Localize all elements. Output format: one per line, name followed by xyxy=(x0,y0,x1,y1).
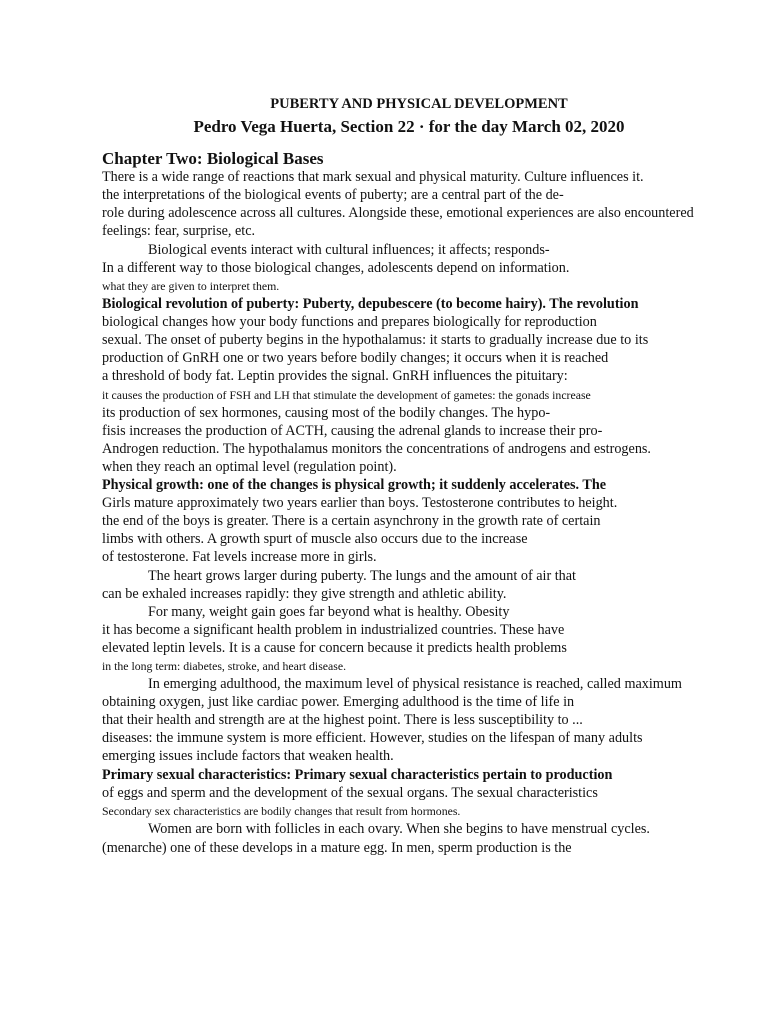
text-line: fisis increases the production of ACTH, causing the adrenal glands to increase their pro- xyxy=(102,423,603,439)
text-line: Androgen reduction. The hypothalamus monitors the concentrations of androgens and estrogens. xyxy=(102,441,651,457)
text-line: obtaining oxygen, just like cardiac power. Emerging adulthood is the time of life in xyxy=(102,694,575,710)
text-line: Women are born with follicles in each ovary. When she begins to have menstrual cycles. xyxy=(148,821,650,837)
text-line: can be exhaled increases rapidly: they give strength and athletic ability. xyxy=(102,586,507,602)
document-title: PUBERTY AND PHYSICAL DEVELOPMENT xyxy=(270,96,568,112)
text-line: feelings: fear, surprise, etc. xyxy=(102,223,256,239)
section-heading: Primary sexual characteristics: Primary sexual characteristics pertain to production xyxy=(102,767,613,783)
text-line: sexual. The onset of puberty begins in the hypothalamus: it starts to gradually increase due to its xyxy=(102,332,649,348)
text-line: the interpretations of the biological events of puberty; are a central part of the de- xyxy=(102,187,564,203)
text-line: Secondary sex characteristics are bodily changes that result from hormones. xyxy=(102,804,461,818)
text-line: when they reach an optimal level (regulation point). xyxy=(102,459,397,475)
text-line: the end of the boys is greater. There is a certain asynchrony in the growth rate of certain xyxy=(102,513,601,529)
text-line: In emerging adulthood, the maximum level of physical resistance is reached, called maximum xyxy=(148,676,682,692)
text-line: its production of sex hormones, causing most of the bodily changes. The hypo- xyxy=(102,405,551,421)
text-line: elevated leptin levels. It is a cause for concern because it predicts health problems xyxy=(102,640,567,656)
text-line: There is a wide range of reactions that mark sexual and physical maturity. Culture influences it. xyxy=(102,169,644,185)
text-line: The heart grows larger during puberty. The lungs and the amount of air that xyxy=(148,568,576,584)
section-heading: Physical growth: one of the changes is physical growth; it suddenly accelerates. The xyxy=(102,477,607,493)
text-line: For many, weight gain goes far beyond what is healthy. Obesity xyxy=(148,604,510,620)
chapter-heading: Chapter Two: Biological Bases xyxy=(102,149,324,168)
text-line: production of GnRH one or two years before bodily changes; it occurs when it is reached xyxy=(102,350,609,366)
text-line: role during adolescence across all cultures. Alongside these, emotional experiences are also encountered xyxy=(102,205,694,221)
text-line: diseases: the immune system is more efficient. However, studies on the lifespan of many adults xyxy=(102,730,643,746)
text-line: limbs with others. A growth spurt of muscle also occurs due to the increase xyxy=(102,531,528,547)
text-line: biological changes how your body functions and prepares biologically for reproduction xyxy=(102,314,597,330)
text-line: it has become a significant health problem in industrialized countries. These have xyxy=(102,622,565,638)
section-heading: Biological revolution of puberty: Puberty, depubescere (to become hairy). The revolution xyxy=(102,296,639,312)
text-line: of testosterone. Fat levels increase more in girls. xyxy=(102,549,377,565)
text-line: in the long term: diabetes, stroke, and heart disease. xyxy=(102,659,347,673)
text-line: Girls mature approximately two years earlier than boys. Testosterone contributes to height. xyxy=(102,495,618,511)
text-line: a threshold of body fat. Leptin provides the signal. GnRH influences the pituitary: xyxy=(102,368,568,384)
text-line: (menarche) one of these develops in a mature egg. In men, sperm production is the xyxy=(102,840,572,856)
text-line: emerging issues include factors that weaken health. xyxy=(102,748,394,764)
text-line: In a different way to those biological changes, adolescents depend on information. xyxy=(102,260,570,276)
text-line: it causes the production of FSH and LH that stimulate the development of gametes: the gonads increase xyxy=(102,388,591,402)
text-line: of eggs and sperm and the development of the sexual organs. The sexual characteristics xyxy=(102,785,598,801)
document-subtitle: Pedro Vega Huerta, Section 22 · for the day March 02, 2020 xyxy=(193,117,625,136)
text-line: Biological events interact with cultural influences; it affects; responds- xyxy=(148,242,550,258)
text-line: what they are given to interpret them. xyxy=(102,279,280,293)
text-line: that their health and strength are at the highest point. There is less susceptibility to ... xyxy=(102,712,583,728)
